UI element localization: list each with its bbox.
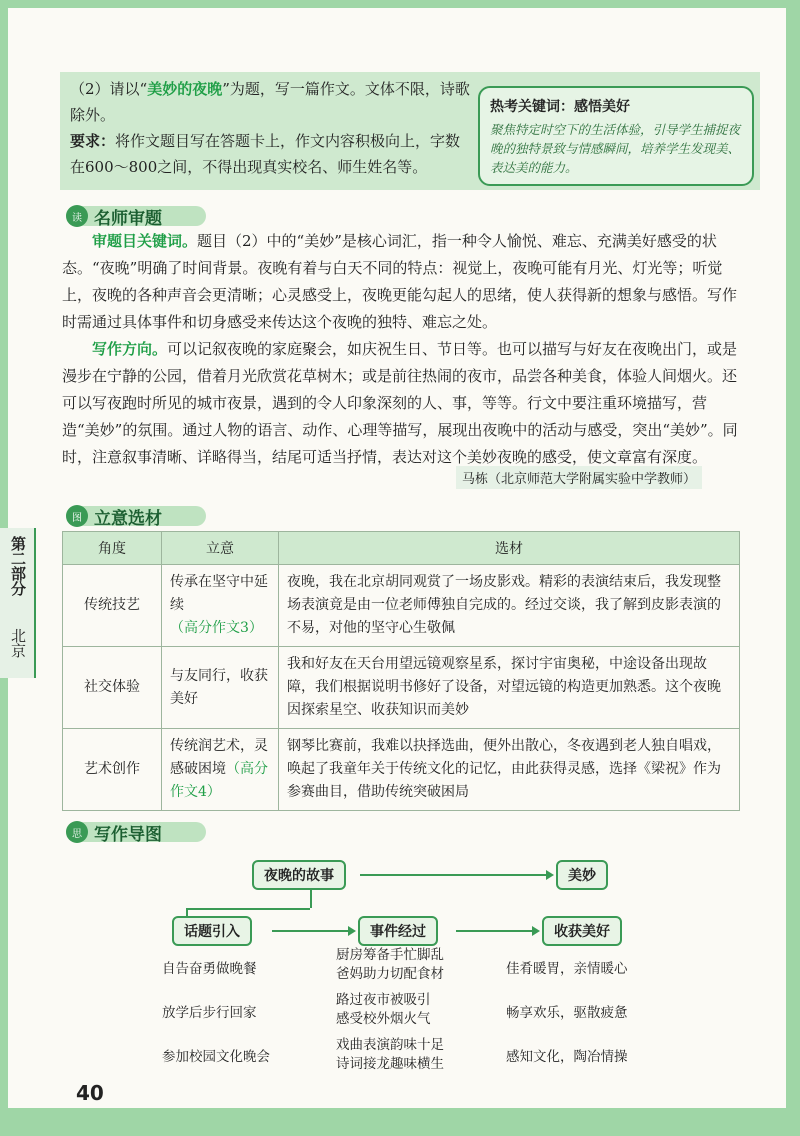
process-line: 路过夜市被吸引 (336, 992, 431, 1008)
page-frame-bottom (0, 1108, 800, 1136)
paragraph-text: 可以记叙夜晚的家庭聚会，如庆祝生日、节日等。也可以描写与好友在夜晚出门，或是漫步在宁静的公园，借着月光欣赏花草树木；或是前往热闹的夜市，品尝各种美食，体验人间烟火。还可以写夜跑时所见的城市夜景，遇到的令人印象深刻的人、事，等等。行文中要注重环境描写，营造“美妙”的氛围。通过人物的语言、动作、心理等描写，展现出夜晚中的活动与感受，突出“美妙”。同时，注意叙事清晰、详略得当，结尾可适当抒情，表达对这个美妙夜晚的感受，使文章富有深度。 (62, 340, 738, 466)
process-line: 感受校外烟火气 (336, 1011, 431, 1027)
connector-line (360, 874, 546, 876)
table-row (63, 647, 740, 729)
analysis-paragraph-1 (62, 228, 742, 336)
table-cell-angle: 传统技艺 (63, 565, 162, 647)
prompt-line (70, 76, 470, 128)
prompt-title: 美妙的夜晚 (147, 80, 223, 98)
prompt-rest: ”为题，写一篇作文。文体不限，诗歌除外。 (70, 80, 470, 124)
analysis-paragraph-2 (62, 336, 742, 471)
paragraph-text: 题目（2）中的“美妙”是核心词汇，指一种令人愉悦、难忘、充满美好感受的状态。“夜晚”明确了时间背景。夜晚有着与白天不同的特点：视觉上，夜晚可能有月光、灯光等；听觉上，夜晚的各种声音会更清晰；心灵感受上，夜晚更能勾起人的思绪，使人获得新的想象与感悟。写作时需通过具体事件和切身感受来传达这个夜晚的独特、难忘之处。 (62, 232, 738, 331)
section-title: 名师审题 (94, 208, 162, 229)
table-cell-material: 夜晚，我在北京胡同观赏了一场皮影戏。精彩的表演结束后，我发现整场表演竟是由一位老师傅独自完成的。经过交谈，我了解到皮影表演的不易，对他的坚守心生敬佩 (279, 565, 740, 647)
mindmap-process-item (336, 946, 444, 984)
mindmap-node-process: 事件经过 (358, 916, 438, 946)
section-badge-icon: 思 (66, 821, 88, 843)
table-cell-material: 钢琴比赛前，我难以抉择选曲，便外出散心，冬夜遇到老人独自唱戏，唤起了我童年关于传统文化的记忆，由此获得灵感，选择《梁祝》作为参赛曲目，借助传统突破困局 (279, 729, 740, 811)
hot-keyword-title: 热考关键词：感悟美好 (490, 99, 630, 115)
requirement-text: 将作文题目写在答题卡上，作文内容积极向上，字数在600～800之间，不得出现真实校名、师生姓名等。 (70, 132, 461, 176)
arrow-right-icon (532, 926, 540, 936)
idea-text: 传统润艺术，灵感破困境 (170, 738, 268, 777)
connector-line (310, 890, 312, 908)
hot-keyword-card (478, 86, 754, 186)
requirement-label: 要求： (70, 132, 116, 150)
prompt-intro: （2）请以“ (70, 80, 148, 98)
connector-line (186, 908, 310, 910)
table-header: 立意 (162, 532, 279, 565)
page-frame-right (786, 0, 800, 1136)
mindmap-intro-item: 参加校园文化晚会 (162, 1049, 270, 1065)
chapter-part-label: 第二部分 (9, 536, 27, 596)
mindmap-process-item (336, 991, 431, 1029)
essay-prompt-block (60, 72, 760, 190)
idea-text: 传承在坚守中延续 (170, 574, 268, 613)
section-title: 写作导图 (94, 824, 162, 845)
section-header-themes (66, 503, 176, 529)
mindmap-process-item (336, 1036, 444, 1074)
arrow-right-icon (348, 926, 356, 936)
table-cell-angle: 艺术创作 (63, 729, 162, 811)
process-line: 诗词接龙趣味横生 (336, 1056, 444, 1072)
table-cell-idea (162, 565, 279, 647)
table-row (63, 565, 740, 647)
page-frame-top (0, 0, 800, 8)
mindmap-node-intro: 话题引入 (172, 916, 252, 946)
keyword-label: 写作方向。 (92, 340, 168, 358)
mindmap-node-gain: 收获美好 (542, 916, 622, 946)
mindmap-intro-item: 自告奋勇做晚餐 (162, 961, 257, 977)
idea-text: 与友同行，收获美好 (170, 667, 268, 707)
section-badge-icon: 读 (66, 205, 88, 227)
connector-line (272, 930, 348, 932)
table-cell-material: 我和好友在天台用望远镜观察星系，探讨宇宙奥秘，中途设备出现故障，我们根据说明书修好了设备，对望远镜的构造更加熟悉。这个夜晚因探索星空、收获知识而美妙 (279, 647, 740, 729)
mindmap-gain-item: 感知文化，陶冶情操 (506, 1049, 628, 1065)
table-header-row (63, 532, 740, 565)
table-row (63, 729, 740, 811)
writing-mind-map (150, 850, 660, 1090)
connector-line (456, 930, 532, 932)
table-header: 选材 (279, 532, 740, 565)
teacher-signature: 马栋（北京师范大学附属实验中学教师） (456, 466, 702, 489)
theme-material-table (62, 531, 740, 811)
prompt-requirement (70, 128, 470, 180)
essay-reference: （高分作文3） (170, 620, 263, 636)
section-badge-icon: 图 (66, 505, 88, 527)
side-chapter-tab (0, 528, 36, 678)
process-line: 爸妈助力切配食材 (336, 966, 444, 982)
section-title: 立意选材 (94, 508, 162, 529)
mindmap-intro-item: 放学后步行回家 (162, 1005, 257, 1021)
mindmap-result-node: 美妙 (556, 860, 608, 890)
table-header: 角度 (63, 532, 162, 565)
prompt-text (70, 76, 470, 180)
section-header-analysis (66, 203, 176, 229)
essay-reference: （高分作文4） (170, 761, 268, 800)
mindmap-center-node: 夜晚的故事 (252, 860, 346, 890)
process-line: 戏曲表演韵味十足 (336, 1037, 444, 1053)
table-cell-angle: 社交体验 (63, 647, 162, 729)
process-line: 厨房筹备手忙脚乱 (336, 947, 444, 963)
table-cell-idea (162, 729, 279, 811)
chapter-region-label: 北京 (9, 628, 27, 658)
arrow-right-icon (546, 870, 554, 880)
hot-keyword-body: 聚焦特定时空下的生活体验，引导学生捕捉夜晚的独特景致与情感瞬间，培养学生发现美、表达美的能力。 (490, 122, 741, 175)
page-number: 40 (76, 1081, 104, 1105)
section-header-mindmap (66, 819, 176, 845)
mindmap-gain-item: 佳肴暖胃，亲情暖心 (506, 961, 628, 977)
mindmap-gain-item: 畅享欢乐，驱散疲惫 (506, 1005, 628, 1021)
keyword-label: 审题目关键词。 (92, 232, 198, 250)
table-cell-idea (162, 647, 279, 729)
